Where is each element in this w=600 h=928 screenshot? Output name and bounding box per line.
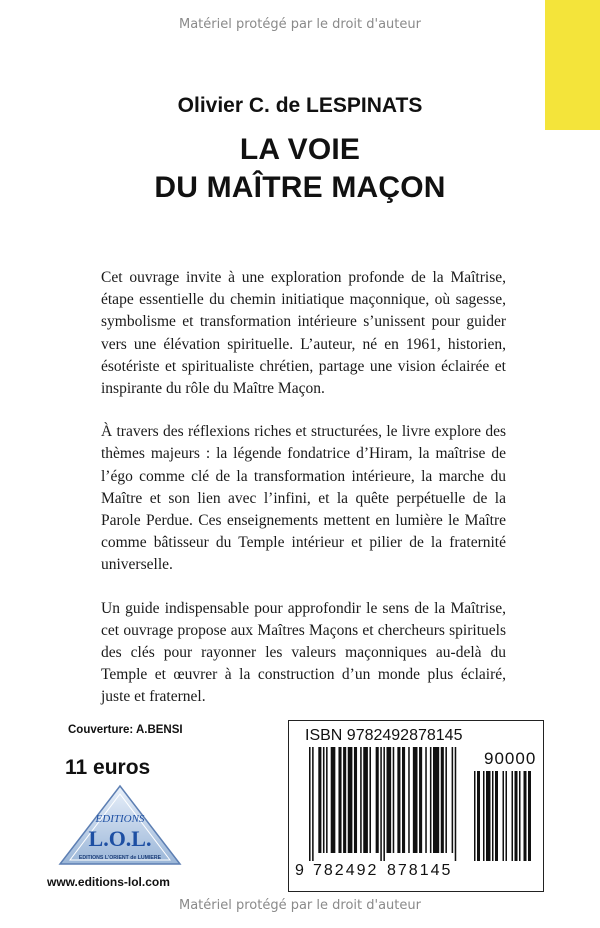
- barcode-bar: [492, 771, 494, 861]
- barcode-bar: [483, 771, 485, 861]
- ean-right-digits: 878145: [387, 862, 453, 879]
- barcode-bar: [331, 747, 336, 853]
- logo-lol-text: L.O.L.: [88, 826, 152, 851]
- addon-barcode-bars: [474, 771, 534, 875]
- publisher-logo: [58, 784, 182, 868]
- logo-subtitle-text: EDITIONS L'ORIENT de LUMIERE: [78, 855, 162, 861]
- barcode-bar: [323, 747, 325, 853]
- copyright-watermark-top: Matériel protégé par le droit d'auteur: [179, 17, 421, 32]
- barcode-bar: [393, 747, 395, 853]
- barcode-bar: [452, 747, 454, 853]
- barcode-bar: [363, 747, 368, 853]
- barcode-bar: [455, 747, 457, 861]
- isbn-label: ISBN 9782492878145: [305, 727, 463, 744]
- barcode-bar: [343, 747, 346, 853]
- copyright-watermark-bottom: Matériel protégé par le droit d'auteur: [179, 898, 421, 913]
- barcode-bar: [408, 747, 410, 853]
- barcode-bar: [354, 747, 357, 853]
- barcode-bar: [369, 747, 371, 853]
- price-label: 11 euros: [65, 756, 151, 779]
- barcode-bar: [445, 747, 447, 853]
- barcode-bar: [413, 747, 418, 853]
- barcode-bar: [338, 747, 341, 853]
- barcode-bar: [515, 771, 518, 861]
- barcode-bar: [430, 747, 432, 853]
- book-title-line-1: LA VOIE: [239, 133, 361, 166]
- barcode-bar: [433, 747, 439, 853]
- barcode-bar: [506, 771, 508, 861]
- isbn-barcode: [288, 720, 544, 892]
- barcode-bar: [380, 747, 382, 861]
- barcode-bar: [474, 771, 476, 861]
- barcode-bar: [441, 747, 444, 853]
- logo-triangle-icon: [60, 786, 180, 864]
- barcode-bar: [312, 747, 314, 861]
- barcode-bar: [376, 747, 379, 853]
- barcode-bar: [348, 747, 353, 853]
- blurb-paragraph-2: À travers des réflexions riches et structurées, le livre explore des thèmes majeurs : la légende fondatrice d’Hiram, la maîtrise de l’égo comme clé de la transformation intérieure, la marche du Maître et son lien avec l’infini, et la quête perpétuelle de la Parole Perdue. Ces enseignements mettent en lumière le Maître comme bâtisseur du Temple intérieur et pilier de la fraternité universelle.: [101, 423, 506, 574]
- back-cover-blurb: [101, 267, 506, 730]
- barcode-bar: [503, 771, 505, 861]
- cover-credit: Couverture: A.BENSI: [68, 724, 183, 736]
- barcode-bar: [512, 771, 514, 861]
- book-title-line-2: DU MAÎTRE MAÇON: [154, 171, 446, 204]
- barcode-bar: [425, 747, 427, 853]
- barcode-bar: [519, 771, 521, 861]
- barcode-bar: [397, 747, 400, 853]
- barcode-bar: [528, 771, 531, 861]
- barcode-bar: [309, 747, 311, 861]
- barcode-bar: [419, 747, 422, 853]
- barcode-bar: [326, 747, 328, 853]
- author-name: Olivier C. de LESPINATS: [177, 94, 423, 117]
- blurb-paragraph-1: Cet ouvrage invite à une exploration profonde de la Maîtrise, étape essentielle du chemin initiatique maçonnique, où sagesse, symbolisme et transformation intérieure s’unissent pour guider vers une élévation spirituelle. L’auteur, né en 1961, historien, ésotériste et spiritualiste chrétien, partage une vision éclairée et inspirante du rôle du Maître Maçon.: [101, 269, 506, 398]
- barcode-bar: [387, 747, 392, 853]
- barcode-addon-digits: 90000: [484, 749, 537, 768]
- barcode-bar: [495, 771, 498, 861]
- barcode-bar: [477, 771, 480, 861]
- publisher-website: www.editions-lol.com: [47, 875, 170, 889]
- barcode-bar: [383, 747, 385, 861]
- logo-editions-text: EDITIONS: [95, 813, 145, 825]
- barcode-bar: [486, 771, 491, 861]
- barcode-bar: [360, 747, 362, 853]
- barcode-bar: [402, 747, 405, 853]
- barcode-bar: [318, 747, 321, 853]
- ean-first-digit: 9: [295, 862, 304, 879]
- blurb-paragraph-3: Un guide indispensable pour approfondir le sens de la Maîtrise, cet ouvrage propose aux Maîtres Maçons et chercheurs spirituels des clés pour rayonner les valeurs maçonniques au-delà du Temple et œuvrer à la construction d’un monde plus éclairé, juste et fraternel.: [101, 599, 506, 706]
- barcode-bar: [524, 771, 527, 861]
- ean13-barcode-bars: [309, 747, 459, 861]
- ean-left-digits: 782492: [313, 862, 379, 879]
